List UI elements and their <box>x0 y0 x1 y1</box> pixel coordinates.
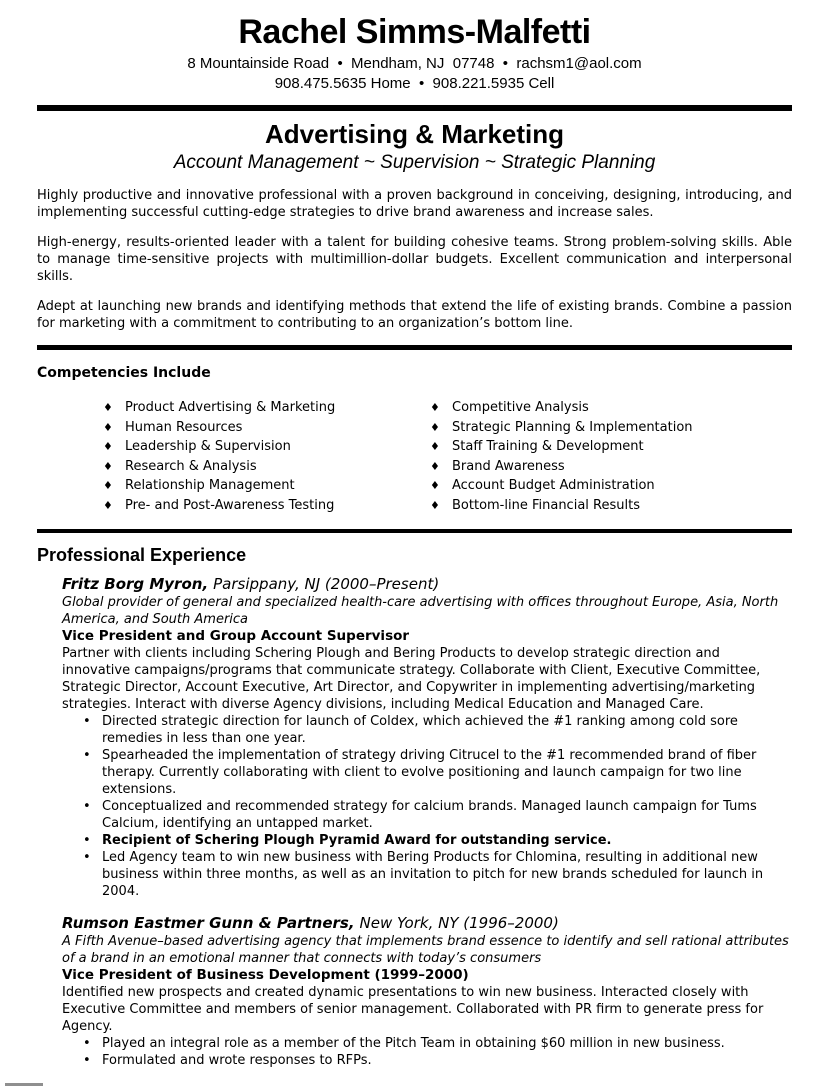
bullet-icon: • <box>83 714 91 729</box>
competency-label: Human Resources <box>125 419 243 435</box>
competency-label: Pre- and Post-Awareness Testing <box>125 497 335 513</box>
job-description: Global provider of general and specialized health-care advertising with offices throughout Europe, Asia, North America, and South America <box>62 595 779 627</box>
job-company: Rumson Eastmer Gunn & Partners, <box>62 914 355 932</box>
competency-item <box>103 476 430 496</box>
competency-label: Account Budget Administration <box>452 478 655 493</box>
competency-item <box>103 437 430 457</box>
diamond-bullet-icon: ♦ <box>430 440 440 453</box>
diamond-bullet-icon: ♦ <box>103 479 113 492</box>
job-title: Vice President of Business Development (1999–2000) <box>62 967 469 983</box>
job-bullet-text: Formulated and wrote responses to RFPs. <box>102 1053 372 1068</box>
experience-heading: Professional Experience <box>37 545 247 565</box>
competency-item <box>103 496 430 516</box>
competency-item <box>430 457 792 477</box>
diamond-bullet-icon: ♦ <box>430 498 440 512</box>
horizontal-rule-summary <box>37 345 792 350</box>
job-bullet-text: Conceptualized and recommended strategy for calcium brands. Managed launch campaign for Tums Calcium, identifying an untapped market. <box>102 799 757 831</box>
profession-title: Advertising & Marketing <box>264 119 565 149</box>
competency-column-left <box>103 398 430 515</box>
job-summary: Partner with clients including Schering Plough and Bering Products to develop strategic direction and innovative campaigns/programs that communicate strategy. Collaborate with Client, Executive Committee, Strategic Director, Account Executive, Art Director, and Copywriter in implementing advertising/marketing strategies. Interact with diverse Agency divisions, including Medical Education and Managed Care. <box>62 646 761 712</box>
competency-item <box>103 457 430 477</box>
competency-item <box>430 437 792 457</box>
diamond-bullet-icon: ♦ <box>430 479 440 492</box>
competency-item <box>103 398 430 418</box>
job-bullet-item <box>62 713 792 747</box>
competencies-heading: Competencies Include <box>37 365 211 381</box>
contact-line-phones: 908.475.5635 Home • 908.221.5935 Cell <box>274 75 555 92</box>
job-summary: Identified new prospects and created dynamic presentations to win new business. Interacted closely with Executive Committee and members of senior management. Collaborated with PR firm to generate press for Agency. <box>62 985 764 1034</box>
job-company: Fritz Borg Myron, <box>62 575 209 593</box>
competency-item <box>103 418 430 438</box>
job-bullet-text: Recipient of Schering Plough Pyramid Award for outstanding service. <box>102 833 612 848</box>
competency-label: Staff Training & Development <box>452 439 644 454</box>
job-entry <box>62 575 792 900</box>
summary-paragraph-1: Highly productive and innovative professional with a proven background in conceiving, designing, introducing, and implementing successful cutting-edge strategies to drive brand awareness and increase sales. <box>37 188 792 220</box>
job-bullet-item <box>62 1035 792 1052</box>
bullet-icon: • <box>83 850 91 865</box>
job-bullet-list <box>62 1035 792 1069</box>
summary-paragraph-3: Adept at launching new brands and identifying methods that extend the life of existing brands. Combine a passion for marketing with a commitment to contributing to an organization’s bottom line. <box>37 299 792 331</box>
job-heading <box>62 575 792 594</box>
job-bullet-item <box>62 798 792 832</box>
diamond-bullet-icon: ♦ <box>103 420 113 434</box>
job-description: A Fifth Avenue–based advertising agency that implements brand essence to identify and sell rational attributes of a brand in an emotional manner that connects with today’s consumers <box>62 934 789 966</box>
cropped-page-edge-artifact <box>5 1083 43 1086</box>
competency-item <box>430 418 792 438</box>
job-bullet-item <box>62 849 792 900</box>
competencies-grid <box>103 398 792 515</box>
bullet-icon: • <box>83 799 91 814</box>
job-bullet-text: Led Agency team to win new business with Bering Products for Chlomina, resulting in additional new business within three months, as well as an invitation to pitch for new brands scheduled for launch in 2004. <box>102 850 764 899</box>
job-bullet-list <box>62 713 792 900</box>
candidate-name: Rachel Simms-Malfetti <box>238 13 591 51</box>
summary-paragraph-2: High-energy, results-oriented leader with a talent for building cohesive teams. Strong problem-solving skills. Able to manage time-sensitive projects with multimillion-dollar budgets. Excellent communication and interpersonal skills. <box>37 235 792 284</box>
diamond-bullet-icon: ♦ <box>430 459 440 473</box>
competency-item <box>430 398 792 418</box>
diamond-bullet-icon: ♦ <box>430 420 440 434</box>
horizontal-rule-competencies <box>37 529 792 533</box>
contact-line-address: 8 Mountainside Road • Mendham, NJ 07748 • rachsm1@aol.com <box>187 55 642 72</box>
diamond-bullet-icon: ♦ <box>430 401 440 414</box>
competency-label: Product Advertising & Marketing <box>125 400 336 415</box>
bullet-icon: • <box>83 1053 91 1068</box>
competency-label: Leadership & Supervision <box>125 439 291 454</box>
diamond-bullet-icon: ♦ <box>103 401 113 414</box>
profession-subtitle: Account Management ~ Supervision ~ Strategic Planning <box>173 152 656 173</box>
competency-column-right <box>430 398 792 515</box>
job-title: Vice President and Group Account Supervisor <box>62 628 410 644</box>
job-location: New York, NY (1996–2000) <box>359 914 559 932</box>
competency-label: Brand Awareness <box>452 458 565 474</box>
bullet-icon: • <box>83 833 91 848</box>
horizontal-rule-header <box>37 105 792 111</box>
job-heading <box>62 914 792 933</box>
diamond-bullet-icon: ♦ <box>103 440 113 453</box>
job-bullet-text: Played an integral role as a member of the Pitch Team in obtaining $60 million in new business. <box>102 1036 725 1051</box>
bullet-icon: • <box>83 1036 91 1051</box>
diamond-bullet-icon: ♦ <box>103 498 113 512</box>
competency-label: Relationship Management <box>125 478 295 493</box>
job-bullet-text: Spearheaded the implementation of strategy driving Citrucel to the #1 recommended brand of fiber therapy. Currently collaborating with client to evolve positioning and launch campaign for two line extensions. <box>102 748 757 797</box>
competency-label: Bottom-line Financial Results <box>452 497 640 513</box>
job-bullet-item <box>62 832 792 849</box>
competency-item <box>430 496 792 516</box>
bullet-icon: • <box>83 748 91 763</box>
job-location: Parsippany, NJ (2000–Present) <box>213 575 440 593</box>
job-bullet-text: Directed strategic direction for launch of Coldex, which achieved the #1 ranking among cold sore remedies in less than one year. <box>102 714 738 746</box>
job-bullet-item <box>62 747 792 798</box>
competency-label: Competitive Analysis <box>452 400 589 415</box>
jobs-container <box>62 575 792 1069</box>
job-bullet-item <box>62 1052 792 1069</box>
competency-label: Strategic Planning & Implementation <box>452 419 693 435</box>
resume-content <box>0 13 830 1069</box>
competency-item <box>430 476 792 496</box>
job-entry <box>62 914 792 1069</box>
diamond-bullet-icon: ♦ <box>103 459 113 473</box>
competency-label: Research & Analysis <box>125 458 257 474</box>
